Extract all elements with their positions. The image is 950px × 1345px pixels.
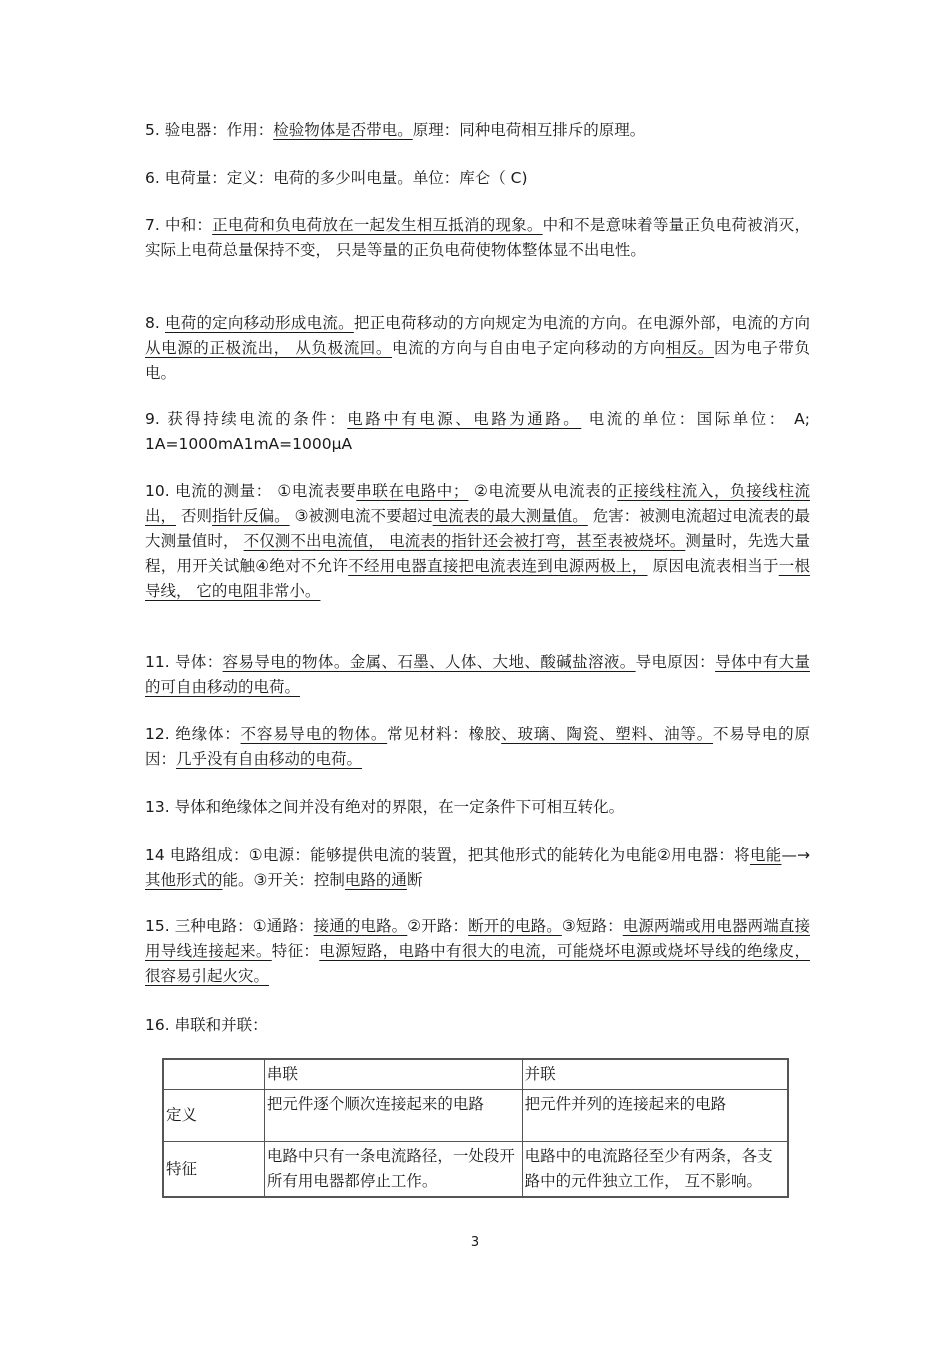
underlined-text: 导体中有大量的可自由移动的电荷。 <box>145 653 810 696</box>
table-cell: 电路中只有一条电流路径，一处段开所有用电器都停止工作。 <box>264 1142 522 1198</box>
text-run: 7. 中和： <box>145 216 213 234</box>
text-run: 14 电路组成：①电源：能够提供电流的装置，把其他形式的能转化为电能②用电器：将 <box>145 846 750 864</box>
text-run: 13. 导体和绝缘体之间并没有绝对的界限，在一定条件下可相互转化。 <box>145 798 625 816</box>
underlined-text: 从电源的正极流出， 从负极流回。 <box>145 339 392 357</box>
item-10-current-measurement <box>145 479 810 604</box>
text-run: 8. <box>145 314 165 332</box>
item-7-neutralization <box>145 213 810 263</box>
text-run: 把正电荷移动的方向规定为电流的方向。在电源外部，电流的方向 <box>353 314 810 332</box>
underlined-text: 电流表的最大测量值。 <box>432 507 588 525</box>
row-label: 定义 <box>163 1090 264 1142</box>
item-14-circuit-components <box>145 843 810 893</box>
item-5-electroscope <box>145 118 810 143</box>
item-8-current-direction <box>145 311 810 386</box>
text-run: 16. 串联和并联： <box>145 1016 268 1034</box>
text-run: 因为电子带负电。 <box>145 339 810 382</box>
underlined-text: 电能 <box>749 846 782 864</box>
text-run: 电流的方向与自由电子定向移动的方向 <box>392 339 666 357</box>
text-run: 电流的单位：国际单位： A; 1A=1000mA1mA=1000μA <box>145 410 810 453</box>
underlined-text: 指针反偏。 <box>212 507 290 525</box>
underlined-text: 电源短路，电路中有很大的电流，可能烧坏电源或烧坏导线的绝缘皮，很容易引起火灾。 <box>145 942 810 985</box>
table-cell: 电路中的电流路径至少有两条，各支路中的元件独立工作， 互不影响。 <box>522 1142 788 1198</box>
text-run: ③被测电流不要超过 <box>289 507 433 525</box>
text-run: 能。③开关：控制 <box>222 871 345 889</box>
underlined-text: 正接线柱流入，负接线柱流出， <box>145 482 810 525</box>
page-number: 3 <box>470 1235 480 1250</box>
item-15-three-circuits <box>145 914 810 989</box>
text-run: 11. 导体： <box>145 653 223 671</box>
series-parallel-table <box>162 1058 789 1198</box>
item-11-conductor <box>145 650 810 700</box>
item-16-series-parallel <box>145 1013 810 1038</box>
item-13-conductor-insulator <box>145 795 810 820</box>
underlined-text: 串联在电路中； <box>356 482 469 500</box>
underlined-text: 检验物体是否带电。 <box>273 121 413 139</box>
row-label: 特征 <box>163 1142 264 1198</box>
text-run: 中和不是意味着等量正负电荷被消灭， 实际上电荷总量保持不变， 只是等量的正负电荷使物体整体显不出电性。 <box>145 216 810 259</box>
underlined-text: 电路中有电源、电路为通路。 <box>347 410 582 428</box>
table-header-cell <box>163 1059 264 1090</box>
underlined-text: 几乎没有自由移动的电荷。 <box>176 750 363 768</box>
item-6-charge-quantity <box>145 166 810 191</box>
underlined-text: 电荷的定向移动形成电流。 <box>164 314 354 332</box>
underlined-text: 一根导线， 它的电阻非常小。 <box>145 557 810 600</box>
text-run: 6. 电荷量：定义：电荷的多少叫电量。单位：库仑（ C) <box>145 169 528 187</box>
table-cell: 把元件逐个顺次连接起来的电路 <box>264 1090 522 1142</box>
item-9-continuous-current <box>145 407 810 457</box>
underlined-text: 正电荷和负电荷放在一起发生相互抵消的现象。 <box>212 216 543 234</box>
underlined-text: 不容易导电的物体。 <box>240 725 388 743</box>
text-run: ②开路： <box>407 917 469 935</box>
underlined-text: 不经用电器直接把电流表连到电源两极上， <box>348 557 648 575</box>
table-header-cell: 并联 <box>522 1059 788 1090</box>
text-run: 不易导电的原因： <box>145 725 810 768</box>
text-run: ②电流要从电流表的 <box>468 482 618 500</box>
underlined-text: 电路的通 <box>344 871 407 889</box>
underlined-text: 、玻璃、陶瓷、塑料、油等。 <box>501 725 714 743</box>
text-run: 15. 三种电路：①通路： <box>145 917 314 935</box>
text-run: 断 <box>406 871 423 889</box>
table-header-cell: 串联 <box>264 1059 522 1090</box>
table-cell: 把元件并列的连接起来的电路 <box>522 1090 788 1142</box>
text-run: ③短路： <box>561 917 623 935</box>
underlined-text: 不仅测不出电流值， 电流表的指针还会被打弯，甚至表被烧坏。 <box>243 532 686 550</box>
item-12-insulator <box>145 722 810 772</box>
table-header-row <box>163 1059 788 1090</box>
underlined-text: 相反。 <box>665 339 714 357</box>
text-run: —→ <box>781 846 810 864</box>
table-row <box>163 1142 788 1198</box>
text-run: 5. 验电器：作用： <box>145 121 274 139</box>
underlined-text: 断开的电路。 <box>468 917 562 935</box>
text-run: 导电原因： <box>635 653 716 671</box>
underlined-text: 电源两端或用电器两端直接用导线连接起来。 <box>145 917 810 960</box>
text-run: 否则 <box>176 507 213 525</box>
text-run: 9. 获得持续电流的条件： <box>145 410 348 428</box>
underlined-text: 容易导电的物体。金属、石墨、人体、大地、酸碱盐溶液。 <box>222 653 636 671</box>
text-run: 测量时，先选大量程，用开关试触④绝对不允许 <box>145 532 810 575</box>
text-run: 原理：同种电荷相互排斥的原理。 <box>412 121 646 139</box>
underlined-text: 其他形式的 <box>145 871 223 889</box>
text-run: 特征： <box>271 942 320 960</box>
text-run: 12. 绝缘体： <box>145 725 241 743</box>
text-run: 危害：被测电流超过电流表的最大测量值时， <box>145 507 810 550</box>
text-run: 原因电流表相当于 <box>647 557 779 575</box>
text-run: 10. 电流的测量： ①电流表要 <box>145 482 357 500</box>
text-run: 常见材料：橡胶 <box>387 725 502 743</box>
underlined-text: 接通的电路。 <box>313 917 408 935</box>
table-row <box>163 1090 788 1142</box>
